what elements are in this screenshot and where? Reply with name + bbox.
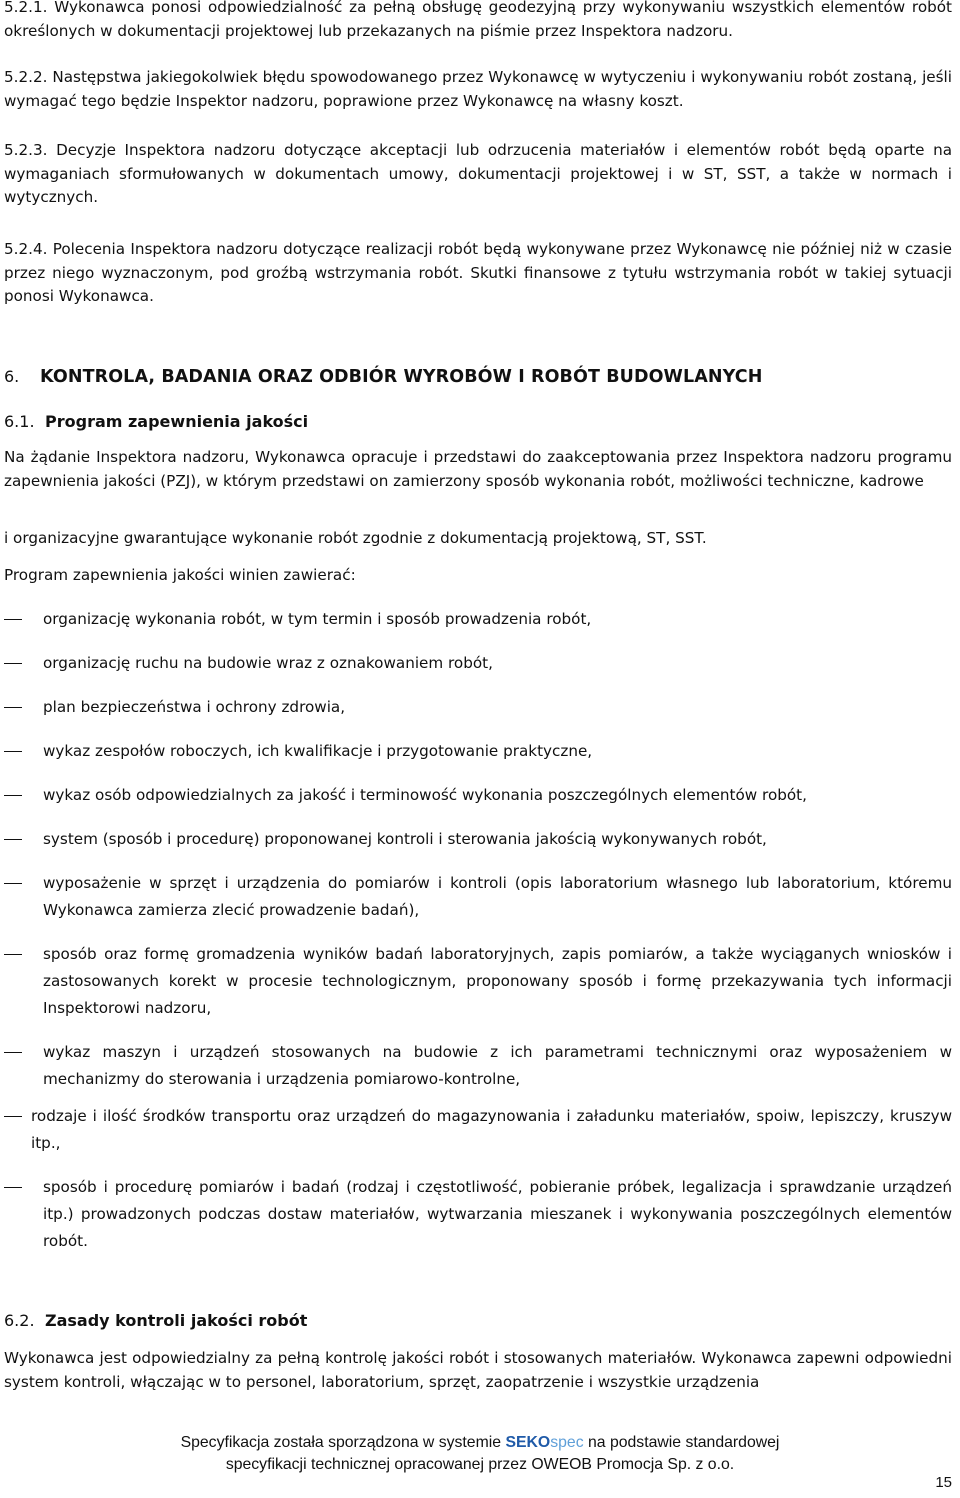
section-5-2-3 — [4, 139, 952, 210]
dash-bullet — [4, 606, 24, 633]
footer-line-2: specyfikacji technicznej opracowanej przez OWEOB Promocja Sp. z o.o. — [225, 1456, 735, 1473]
heading-number: 6.1. — [4, 412, 35, 431]
logo-part-light: spec — [550, 1434, 584, 1451]
list-item-text: rodzaje i ilość środków transportu oraz urządzeń do magazynowania i załadunku materiałów, spoiw, lepiszczy, kruszyw itp., — [31, 1107, 952, 1152]
dash-bullet — [4, 1039, 24, 1066]
dash-bullet — [4, 650, 24, 677]
dash-bullet — [4, 941, 24, 968]
paragraph-pzj-intro: Na żądanie Inspektora nadzoru, Wykonawca opracuje i przedstawi do zaakceptowania przez Inspektora nadzoru programu zapewnienia jakości (PZJ), w którym przedstawi on zamierzony sposób wykonania robót, możliwości techniczne, kadrowe — [4, 448, 952, 490]
section-number: 5.2.3. — [4, 141, 48, 159]
paragraph-pzj-continuation: i organizacyjne gwarantujące wykonanie robót zgodnie z dokumentacją projektową, ST, SST. — [4, 529, 707, 547]
page-footer — [0, 1432, 960, 1476]
footer-text: na podstawie standardowej — [587, 1434, 780, 1451]
dash-bullet — [4, 782, 24, 809]
dash-bullet — [4, 694, 24, 721]
list-item-text: organizację wykonania robót, w tym termin i sposób prowadzenia robót, — [43, 610, 592, 628]
section-text: Polecenia Inspektora nadzoru dotyczące realizacji robót będą wykonywane przez Wykonawcę nie później niż w czasie przez niego wyznaczonym, pod groźbą wstrzymania robót. Skutki finansowe z tytułu wstrzymania robót w takiej sytuacji ponosi Wykonawca. — [4, 240, 953, 305]
section-text: Wykonawca ponosi odpowiedzialność za pełną obsługę geodezyjną przy wykonywaniu wszystkich elementów robót określonych w dokumentacji projektowej lub przekazanych na piśmie przez Inspektora nadzoru. — [4, 0, 952, 40]
section-text: Następstwa jakiegokolwiek błędu spowodowanego przez Wykonawcę w wytyczeniu i wykonywaniu robót zostaną, jeśli wymagać tego będzie Inspektor nadzoru, poprawione przez Wykonawcę na własny koszt. — [4, 68, 952, 110]
heading-number: 6. — [4, 367, 20, 386]
heading-6-1 — [4, 410, 952, 434]
footer-text: Specyfikacja została sporządzona w systemie — [180, 1434, 502, 1451]
dash-bullet — [4, 870, 24, 897]
logo-part-bold: SEKO — [505, 1434, 551, 1451]
list-item-text: wyposażenie w sprzęt i urządzenia do pomiarów i kontroli (opis laboratorium własnego lub laboratorium, któremu Wykonawca zamierza zlecić prowadzenie badań), — [43, 874, 952, 919]
heading-6 — [4, 365, 952, 389]
heading-title: KONTROLA, BADANIA ORAZ ODBIÓR WYROBÓW I ROBÓT BUDOWLANYCH — [40, 367, 763, 387]
list-item-text: sposób oraz formę gromadzenia wyników badań laboratoryjnych, zapis pomiarów, a także wyciąganych wniosków i zastosowanych korekt w procesie technologicznym, proponowany sposób i formę przekazywania tych informacji Inspektorowi nadzoru, — [43, 945, 952, 1017]
list-item-text: wykaz osób odpowiedzialnych za jakość i terminowość wykonania poszczególnych elementów robót, — [43, 786, 807, 804]
section-number: 5.2.4. — [4, 240, 48, 258]
heading-6-2 — [4, 1309, 952, 1333]
paragraph-quality-control: Wykonawca jest odpowiedzialny za pełną kontrolę jakości robót i stosowanych materiałów. Wykonawca zapewni odpowiedni system kontroli, włączając w to personel, laboratorium, sprzęt, zaopatrzenie i wszystkie urządzenia — [4, 1349, 952, 1391]
section-5-2-4 — [4, 238, 952, 309]
heading-title: Zasady kontroli jakości robót — [45, 1311, 308, 1330]
section-text: Decyzje Inspektora nadzoru dotyczące akceptacji lub odrzucenia materiałów i elementów robót będą oparte na wymaganiach sformułowanych w dokumentach umowy, dokumentacji projektowej i w ST, SST, a także w normach i wytycznych. — [4, 141, 952, 206]
list-item-text: plan bezpieczeństwa i ochrony zdrowia, — [43, 698, 346, 716]
section-5-2-1 — [4, 0, 952, 43]
list-item-text: wykaz zespołów roboczych, ich kwalifikacje i przygotowanie praktyczne, — [43, 742, 593, 760]
section-number: 5.2.2. — [4, 68, 48, 86]
heading-number: 6.2. — [4, 1311, 35, 1330]
dash-bullet — [4, 826, 24, 853]
sekospec-logo — [505, 1434, 583, 1451]
page-number: 15 — [935, 1474, 952, 1491]
list-item-text: system (sposób i procedurę) proponowanej kontroli i sterowania jakością wykonywanych robót, — [43, 830, 767, 848]
dash-bullet — [4, 738, 24, 765]
section-number: 5.2.1. — [4, 0, 48, 16]
list-item-text: sposób i procedurę pomiarów i badań (rodzaj i częstotliwość, pobieranie próbek, legalizacja i sprawdzanie urządzeń itp.) prowadzonych podczas dostaw materiałów, wytwarzania mieszanek i wykonywania poszczególnych elementów robót. — [43, 1178, 952, 1250]
heading-title: Program zapewnienia jakości — [45, 412, 309, 431]
dash-bullet — [4, 1103, 24, 1130]
footer-line-1 — [0, 1432, 960, 1454]
section-5-2-2 — [4, 66, 952, 113]
paragraph-pzj-contents: Program zapewnienia jakości winien zawierać: — [4, 566, 356, 584]
list-item-text: wykaz maszyn i urządzeń stosowanych na budowie z ich parametrami technicznymi oraz wyposażeniem w mechanizmy do sterowania i urządzenia pomiarowo-kontrolne, — [43, 1043, 952, 1088]
dash-bullet — [4, 1174, 24, 1201]
list-item-text: organizację ruchu na budowie wraz z oznakowaniem robót, — [43, 654, 493, 672]
